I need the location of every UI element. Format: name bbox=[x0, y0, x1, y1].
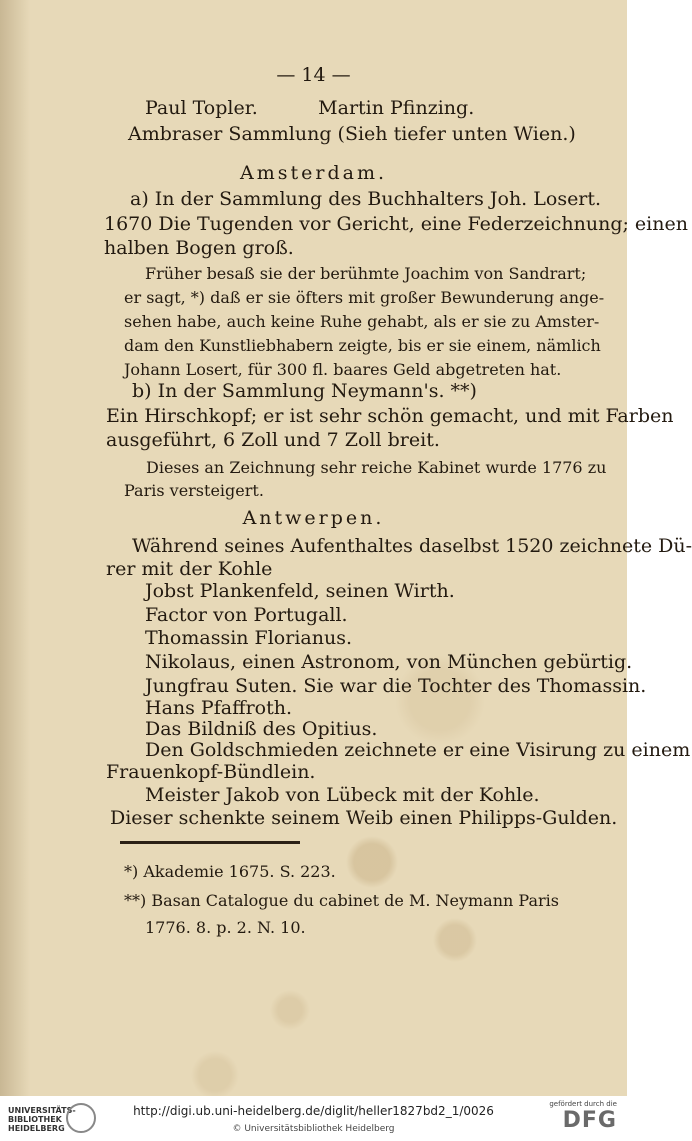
text-line-20: Jobst Plankenfeld, seinen Wirth. bbox=[145, 580, 455, 602]
text-line-9: sehen habe, auch keine Ruhe gehabt, als er sie zu Amster- bbox=[124, 312, 600, 331]
text-line-27: Den Goldschmieden zeichnete er eine Visirung zu einem bbox=[145, 739, 691, 761]
text-line-1: Paul Topler. Martin Pfinzing. bbox=[145, 97, 475, 119]
funded-by-text: gefördert durch die bbox=[549, 1100, 617, 1108]
text-line-4: a) In der Sammlung des Buchhalters Joh. Losert. bbox=[130, 188, 602, 210]
footnote-divider bbox=[120, 841, 300, 844]
text-line-18: Während seines Aufenthaltes daselbst 1520 zeichnete Dü- bbox=[132, 535, 692, 557]
text-line-6: halben Bogen groß. bbox=[104, 237, 294, 259]
text-line-30: Dieser schenkte seinem Weib einen Philipps-Gulden. bbox=[110, 807, 618, 829]
footnote-2: **) Basan Catalogue du cabinet de M. Neymann Paris bbox=[124, 891, 559, 910]
section-heading-amsterdam: Amsterdam. bbox=[240, 162, 387, 184]
text-line-10: dam den Kunstliebhabern zeigte, bis er sie einem, nämlich bbox=[124, 336, 601, 355]
library-name-line-3: HEIDELBERG bbox=[8, 1124, 65, 1133]
text-line-7: Früher besaß sie der berühmte Joachim von Sandrart; bbox=[145, 264, 587, 283]
text-line-23: Nikolaus, einen Astronom, von München gebürtig. bbox=[145, 651, 633, 673]
text-line-11: Johann Losert, für 300 fl. baares Geld abgetreten hat. bbox=[124, 360, 562, 379]
copyright-notice: © Universitätsbibliothek Heidelberg bbox=[232, 1124, 395, 1134]
text-line-12: b) In der Sammlung Neymann's. **) bbox=[132, 380, 477, 402]
text-line-28: Frauenkopf-Bündlein. bbox=[106, 761, 316, 783]
text-line-8: er sagt, *) daß er sie öfters mit großer Bewunderung ange- bbox=[124, 288, 605, 307]
text-line-24: Jungfrau Suten. Sie war die Tochter des Thomassin. bbox=[145, 675, 647, 697]
text-line-22: Thomassin Florianus. bbox=[145, 627, 352, 649]
text-line-5: 1670 Die Tugenden vor Gericht, eine Federzeichnung; einen bbox=[104, 213, 688, 235]
page-header: — 14 — bbox=[276, 64, 351, 86]
section-heading-antwerpen: Antwerpen. bbox=[242, 507, 385, 529]
text-line-21: Factor von Portugall. bbox=[145, 604, 348, 626]
dfg-logo[interactable]: DFG bbox=[562, 1108, 617, 1133]
library-name-line-1: UNIVERSITÄTS- bbox=[8, 1106, 76, 1115]
library-name-line-2: BIBLIOTHEK bbox=[8, 1115, 62, 1124]
text-line-13: Ein Hirschkopf; er ist sehr schön gemacht, und mit Farben bbox=[106, 405, 674, 427]
source-url-link[interactable]: http://digi.ub.uni-heidelberg.de/diglit/heller1827bd2_1/0026 bbox=[133, 1104, 494, 1118]
footnote-1: *) Akademie 1675. S. 223. bbox=[124, 862, 336, 881]
text-line-15: Dieses an Zeichnung sehr reiche Kabinet wurde 1776 zu bbox=[146, 458, 607, 477]
footnote-2-continued: 1776. 8. p. 2. N. 10. bbox=[145, 918, 306, 937]
text-line-29: Meister Jakob von Lübeck mit der Kohle. bbox=[145, 784, 540, 806]
text-line-2: Ambraser Sammlung (Sieh tiefer unten Wien.) bbox=[128, 123, 576, 145]
text-line-25: Hans Pfaffroth. bbox=[145, 697, 292, 719]
text-line-26: Das Bildniß des Opitius. bbox=[145, 718, 378, 740]
text-line-19: rer mit der Kohle bbox=[106, 558, 273, 580]
text-line-14: ausgeführt, 6 Zoll und 7 Zoll breit. bbox=[106, 429, 440, 451]
text-line-16: Paris versteigert. bbox=[124, 481, 264, 500]
